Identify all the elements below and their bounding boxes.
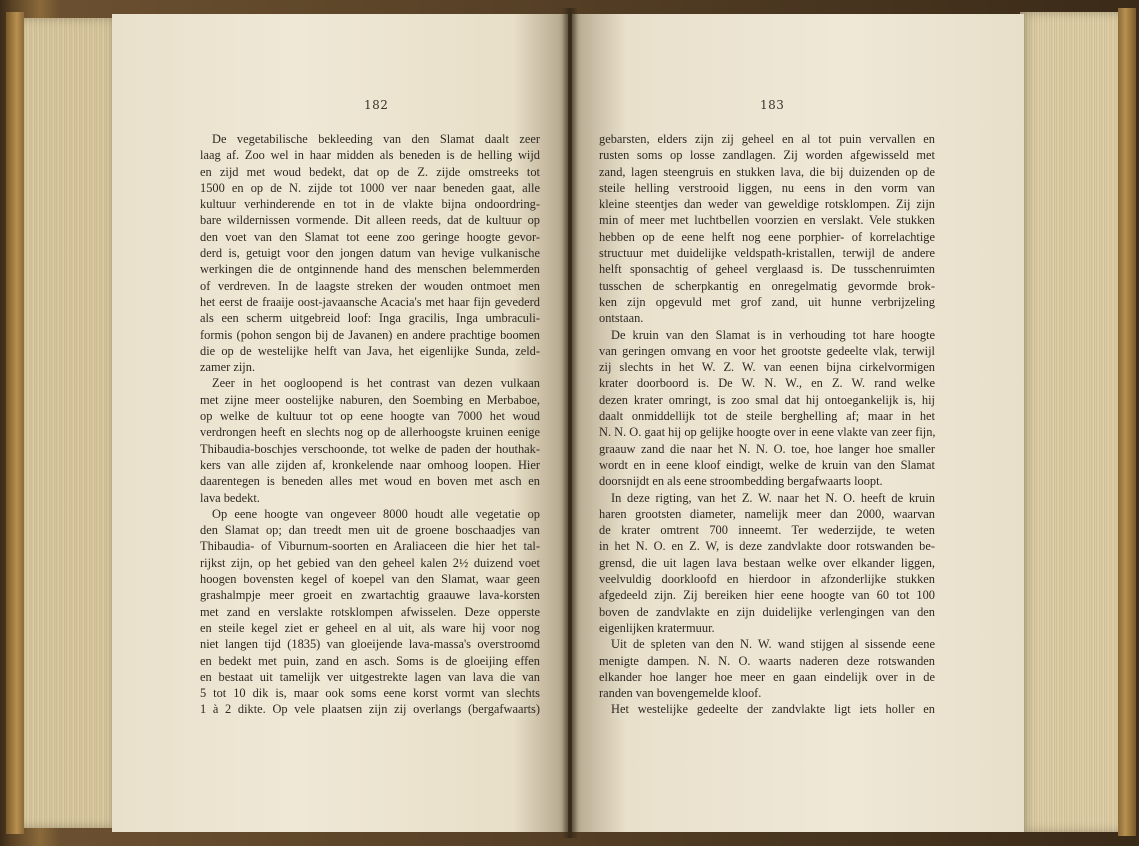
text-line: lava bedekt. <box>200 490 260 505</box>
text-line: en zijd met woud bedekt, dat op de Z. zijde omstreeks tot <box>200 164 540 179</box>
text-line: afgedeeld zijn. Zij bereiken hier eene hoogte van 60 tot 100 <box>599 588 935 603</box>
text-line: 1500 en op de N. zijde tot 1000 ver naar beneden gaat, alle <box>200 180 540 195</box>
text-line: niet langen tijd (1835) van gloeijende lava-massa's overstroomd <box>200 637 540 652</box>
text-line: Thibaudia-boschjes verschoonde, tot welke de paden der houthak- <box>200 441 540 456</box>
text-line: rijkst zijn, op het gebied van den geheel kalen 2½ duizend voet <box>200 555 540 570</box>
text-line: N. N. O. gaat hij op gelijke hoogte over in eene vlakte van zeer fijn, <box>599 425 936 440</box>
text-line: Het westelijke gedeelte der zandvlakte ligt iets holler en <box>611 702 935 717</box>
text-line: zamer zijn. <box>200 360 256 375</box>
text-line: daalt onmiddellijk tot de steile berghelling af; maar in het <box>599 409 935 424</box>
text-line: tusschen de scherpkantig en onregelmatig gevormde brok- <box>599 278 935 293</box>
text-line: min of meer met luchtbellen voorzien en verslakt. Vele stukken <box>599 213 935 228</box>
text-line: grensd, die uit lagen lava bestaan welke over elkander liggen, <box>599 555 935 570</box>
text-line: helft sponsachtig of geheel verglaasd is. De tusschenruimten <box>599 262 935 277</box>
right-page <box>572 14 1024 832</box>
text-line: en bedekt met puin, zand en asch. Soms is de gloeijing effen <box>200 653 540 668</box>
text-line: den voet van den Slamat tot eene zoo geringe hoogte gevor- <box>200 229 540 244</box>
text-line: rusten soms op losse zandlagen. Zij worden afgewisseld met <box>599 148 935 163</box>
page-number: 182 <box>364 98 389 112</box>
left-page <box>112 14 568 832</box>
text-line: het eerst de fraaije oost-javaansche Acacia's met haar fijn gevederd <box>200 294 540 309</box>
text-line: krater doorboord is. De W. N. W., en Z. W. rand welke <box>599 376 935 391</box>
text-line: hoogen bovensten kegel of koepel van den Slamat, waar geen <box>200 572 540 587</box>
text-line: zand, lagen steengruis en stukken lava, die bij duizenden op de <box>599 164 935 179</box>
text-line: kultuur verhinderende en tot in de vlakte bijna ondoordring- <box>200 197 540 212</box>
text-line: van geringen omvang en voor het grootste gedeelte vlak, terwijl <box>599 343 935 358</box>
text-line: den Slamat op; dan treedt men uit de groene boschaadjes van <box>200 523 540 538</box>
text-line: De vegetabilische bekleeding van den Slamat daalt zeer <box>212 132 540 146</box>
text-line: op welke de kultuur tot op eene hoogte van 7000 het woud <box>200 409 540 424</box>
text-line: Thibaudia- of Viburnum-soorten en Araliaceen die hier het tal- <box>200 539 540 554</box>
text-line: steile helling verstrooid liggen, nu eens in den vorm van <box>599 180 935 195</box>
text-line: werkingen die de ontginnende hand des menschen belemmerden <box>200 262 540 277</box>
text-line: wordt en in eene kloof eindigt, welke de kruin van den Slamat <box>599 457 935 472</box>
text-line: de krater omtrent 700 inneemt. Ter wederzijde, te weten <box>599 523 935 538</box>
text-line: eigenlijken kratermuur. <box>599 620 715 635</box>
text-line: en steile kegel ziet er geheel en al uit, als ware hij voor nog <box>200 620 540 635</box>
text-line: structuur met duidelijke veldspath-kristallen, terwijl de andere <box>599 246 935 261</box>
text-line: In deze rigting, van het Z. W. naar het N. O. heeft de kruin <box>611 490 935 505</box>
page-body <box>200 131 540 718</box>
text-line: die op de westelijke helft van Java, het eigenlijke Sunda, zeld- <box>200 343 540 358</box>
text-line: formis (pohon sengon bij de Javanen) en andere prachtige boomen <box>200 327 540 342</box>
text-line: verdrongen heeft en slechts nog op de allerhoogste kruinen eenige <box>200 425 540 440</box>
text-line: veelvuldig doorkloofd en hierdoor in afzonderlijke stukken <box>599 572 935 587</box>
text-line: bare wildernissen vormende. Dit alleen reeds, dat de kultuur op <box>200 213 540 228</box>
text-line: haren grootsten diameter, namelijk meer dan 2000, waarvan <box>599 506 935 521</box>
right-page-edges <box>1020 12 1120 832</box>
text-line: kers van alle zijden af, kronkelende naar omhoog loopen. Hier <box>200 457 540 472</box>
text-line: 1 à 2 dikte. Op vele plaatsen zijn zij overlangs (bergafwaarts) <box>200 702 540 717</box>
page-body <box>599 131 935 718</box>
text-line: laag af. Zoo wel in haar midden als beneden is de helling wijd <box>200 148 540 163</box>
text-line: menigte dampen. N. N. O. waarts naderen deze rotswanden <box>599 653 935 668</box>
text-line: kleine steentjes dan weder van geweldige rotsklompen. Zij zijn <box>599 197 935 212</box>
page-number: 183 <box>760 98 785 112</box>
text-line: De kruin van den Slamat is in verhouding tot hare hoogte <box>611 327 935 342</box>
left-page-edges <box>20 18 120 828</box>
text-line: elkander hoe langer hoe meer en gaan eindelijk over in de <box>599 669 935 684</box>
text-line: 5 tot 10 dik is, maar ook soms eene korst vormt van slechts <box>200 686 540 701</box>
text-line: boven de zandvlakte en zijn duidelijke verlengingen van den <box>599 604 935 619</box>
text-line: Op eene hoogte van ongeveer 8000 houdt alle vegetatie op <box>212 506 540 521</box>
text-line: grashalmpje meer groeit en zwartachtig graauwe lava-korsten <box>200 588 540 603</box>
text-line: en bestaat uit tamelijk ver uitgestrekte lagen van lava die van <box>200 669 540 684</box>
text-line: Zeer in het oogloopend is het contrast van dezen vulkaan <box>212 376 540 391</box>
text-line: graauw zand die naar het N. N. O. toe, hoe langer hoe smaller <box>599 441 935 456</box>
text-line: hebben op de eene helft nog eene porphier- of korrelachtige <box>599 229 935 244</box>
text-line: dezen krater omringt, is zoo smal dat hij ontoegankelijk is, hij <box>599 392 935 407</box>
text-line: met zijne meer oostelijke naburen, den Soembing en Merbaboe, <box>200 392 540 407</box>
text-line: zij slechts in het W. Z. W. van eenen bijna cirkelvormigen <box>599 360 935 375</box>
text-line: of verdreven. In de laagste streken der wouden ontmoet men <box>200 278 540 293</box>
text-line: derd is, getuigt voor den jongen datum van hevige vulkanische <box>200 246 540 261</box>
text-line: in het N. O. en Z. W, is deze zandvlakte door rotswanden be- <box>599 539 935 554</box>
text-line: doorsnijdt en als eene stroombedding bergafwaarts loopt. <box>599 474 883 489</box>
book-gutter <box>562 8 578 838</box>
text-line: daarentegen is beneden alles met woud en boven met asch en <box>200 474 540 489</box>
text-line: randen van bovengemelde kloof. <box>599 686 762 701</box>
text-line: als een scherm uitgebreid loof: Inga gracilis, Inga umbraculi- <box>200 311 540 326</box>
text-line: ontstaan. <box>599 311 644 326</box>
text-line: ken zijn opgevuld met grof zand, uit hunne verbrijzeling <box>599 294 935 309</box>
text-line: gebarsten, elders zijn zij geheel en al tot puin vervallen en <box>599 132 935 146</box>
text-line: met zand en verslakte rotsklompen afwisselen. Deze opperste <box>200 604 540 619</box>
text-line: Uit de spleten van den N. W. wand stijgen al sissende eene <box>611 637 935 652</box>
